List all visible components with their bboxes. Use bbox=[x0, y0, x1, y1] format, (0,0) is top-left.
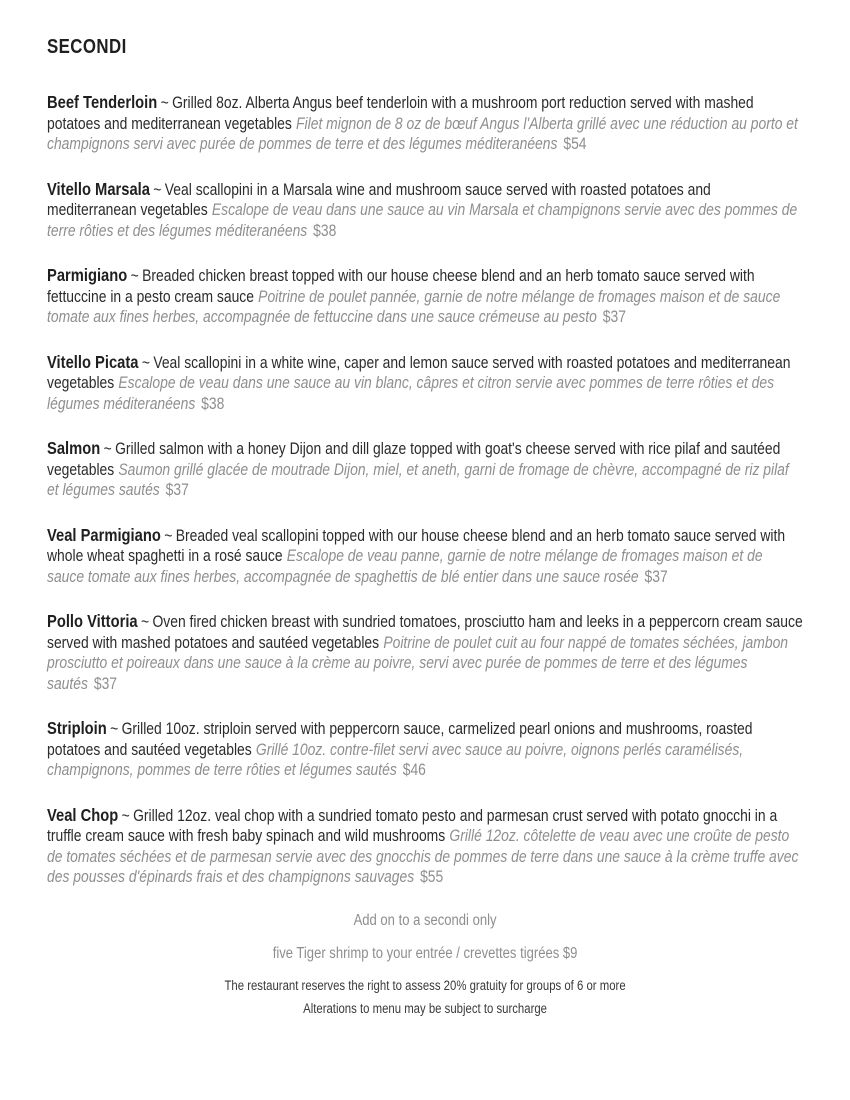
dish-description-english: Grilled 12oz. veal chop with a sundried tomato pesto and parmesan crust served with potato gnocchi in a truffle cream sauce with fresh baby spinach and wild mushrooms bbox=[47, 806, 778, 845]
menu-item bbox=[47, 438, 803, 501]
dish-separator: ~ bbox=[121, 806, 130, 825]
dish-price: $37 bbox=[644, 567, 668, 586]
dish-description-french: Saumon grillé glacée de moutrade Dijon, miel, et aneth, garni de fromage de chèvre, accompagné de riz pilaf et légumes sautés bbox=[47, 460, 789, 499]
dish-name: Striploin bbox=[47, 718, 107, 738]
dish-separator: ~ bbox=[130, 267, 139, 285]
dish-price: $37 bbox=[602, 308, 626, 326]
dish-description-english: Breaded veal scallopini topped with our house cheese blend and an herb tomato sauce served with whole wheat spaghetti in a rosé sauce bbox=[47, 526, 786, 565]
dish-separator: ~ bbox=[103, 440, 112, 458]
dish-description-french: Escalope de veau panne, garnie de notre mélange de fromages maison et de sauce tomate aux fines herbes, accompagnée de spaghettis de blé entier dans une sauce rosée bbox=[47, 547, 763, 586]
dish-description-french: Poitrine de poulet pannée, garnie de notre mélange de fromages maison et de sauce tomate aux fines herbes, accompagnée de fettuccine dans une sauce crémeuse au pesto bbox=[47, 287, 781, 326]
dish-description-english: Veal scallopini in a white wine, caper and lemon sauce served with roasted potatoes and mediterranean vegetables bbox=[47, 353, 791, 392]
dish-separator: ~ bbox=[110, 720, 119, 738]
addon-item: five Tiger shrimp to your entrée / crevettes tigrées $9 bbox=[272, 944, 578, 962]
dish-price: $46 bbox=[402, 761, 426, 779]
dish-name: Beef Tenderloin bbox=[47, 92, 158, 112]
dish-description-french: Escalope de veau dans une sauce au vin blanc, câpres et citron servie avec pommes de terre rôties et des légumes méditeranéens bbox=[47, 374, 775, 413]
dish-description-french: Escalope de veau dans une sauce au vin Marsala et champignons servie avec des pommes de terre rôties et des légumes méditeranéens bbox=[47, 201, 798, 240]
menu-item bbox=[47, 265, 803, 328]
dish-separator: ~ bbox=[153, 180, 162, 199]
notice-block bbox=[47, 978, 803, 1017]
menu-item bbox=[47, 805, 803, 888]
dish-price: $55 bbox=[420, 868, 444, 886]
dish-price: $38 bbox=[201, 394, 225, 413]
dish-name: Pollo Vittoria bbox=[47, 611, 138, 631]
dish-separator: ~ bbox=[140, 613, 150, 631]
dish-price: $37 bbox=[93, 674, 118, 693]
dish-name: Vitello Marsala bbox=[47, 178, 150, 199]
dish-price: $38 bbox=[313, 221, 337, 240]
menu-item bbox=[47, 92, 803, 155]
menu-item bbox=[47, 718, 803, 781]
dish-description-english: Oven fired chicken breast with sundried tomatoes, prosciutto ham and leeks in a peppercorn cream sauce served with mashed potatoes and sautéed vegetables bbox=[47, 613, 803, 652]
dish-description-french: Poitrine de poulet cuit au four nappé de tomates séchées, jambon prosciutto et poireaux dans une sauce à la crème au poivre, servi avec purée de pommes de terre et des légumes sautés bbox=[47, 633, 789, 693]
dish-name: Veal Parmigiano bbox=[47, 524, 161, 545]
menu-footer bbox=[47, 912, 803, 1017]
dish-price: $37 bbox=[165, 481, 189, 499]
menu-item bbox=[47, 352, 803, 415]
dish-description-french: Filet mignon de 8 oz de bœuf Angus l'Alberta grillé avec une réduction au porto et champignons servi avec purée de pommes de terre et des légumes méditeranéens bbox=[47, 114, 798, 153]
dish-name: Veal Chop bbox=[47, 804, 119, 825]
dish-description-english: Grilled 10oz. striploin served with peppercorn sauce, carmelized pearl onions and mushrooms, roasted potatoes and sautéed vegetables bbox=[47, 720, 753, 759]
menu-content bbox=[47, 36, 803, 1017]
addon-header: Add on to a secondi only bbox=[353, 911, 497, 929]
dish-description-english: Veal scallopini in a Marsala wine and mushroom sauce served with roasted potatoes and mediterranean vegetables bbox=[47, 180, 711, 219]
dish-price: $54 bbox=[563, 135, 587, 153]
dish-description-french: Grillé 10oz. contre-filet servi avec sauce au poivre, oignons perlés caramélisés, champignons, pommes de terre rôties et légumes sautés bbox=[47, 740, 744, 779]
menu-item-list bbox=[47, 92, 803, 888]
dish-name: Parmigiano bbox=[47, 265, 128, 285]
dish-name: Salmon bbox=[47, 438, 101, 458]
gratuity-notice: The restaurant reserves the right to assess 20% gratuity for groups of 6 or more bbox=[224, 977, 626, 993]
menu-section-title: SECONDI bbox=[47, 36, 127, 58]
surcharge-notice: Alterations to menu may be subject to surcharge bbox=[303, 1000, 548, 1016]
dish-description-english: Breaded chicken breast topped with our house cheese blend and an herb tomato sauce served with fettuccine in a pesto cream sauce bbox=[47, 267, 755, 306]
dish-separator: ~ bbox=[160, 94, 169, 112]
menu-item bbox=[47, 179, 803, 242]
dish-separator: ~ bbox=[164, 526, 173, 545]
dish-name: Vitello Picata bbox=[47, 351, 139, 372]
dish-description-french: Grillé 12oz. côtelette de veau avec une croûte de pesto de tomates séchées et de parmesan servie avec des gnocchis de pommes de terre dans une sauce à la crème truffe avec des pousses d'épinards frais et des champignons sauvages bbox=[47, 827, 799, 886]
dish-description-english: Grilled salmon with a honey Dijon and dill glaze topped with goat's cheese served with rice pilaf and sautéed vegetables bbox=[47, 440, 781, 479]
menu-item bbox=[47, 611, 803, 694]
menu-item bbox=[47, 525, 803, 588]
dish-separator: ~ bbox=[141, 353, 150, 372]
dish-description-english: Grilled 8oz. Alberta Angus beef tenderloin with a mushroom port reduction served with mashed potatoes and mediterranean vegetables bbox=[47, 94, 754, 133]
